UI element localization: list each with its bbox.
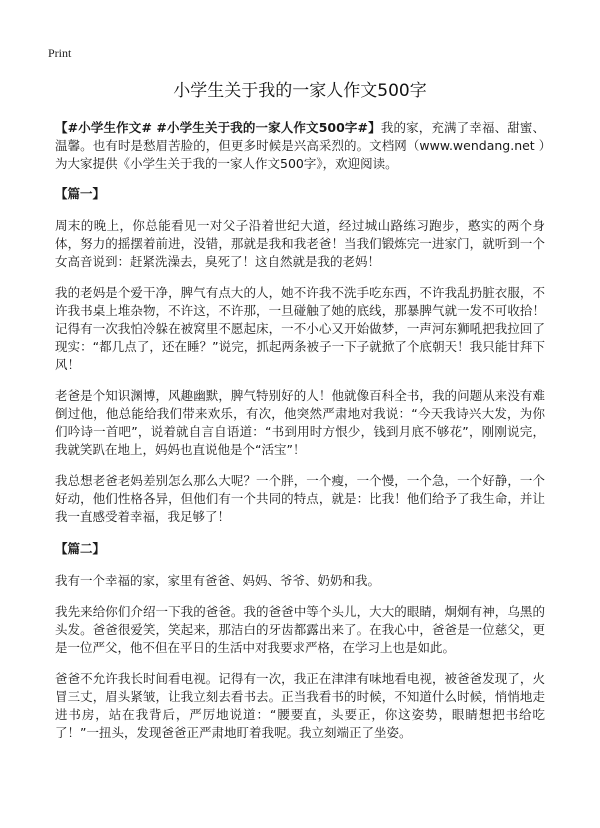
section-heading-1: 【篇一】 <box>55 186 106 201</box>
section-1-paragraph-4: 我总想老爸老妈差别怎么那么大呢？一个胖，一个瘦，一个慢，一个急，一个好静，一个好动，他们性格各异，但他们有一个共同的特点，就是：比我！他们给予了我生命，并让我一直感受着幸福，我足够了！ <box>55 473 545 524</box>
intro-tag: 【#小学生作文# #小学生关于我的一家人作文500字#】 <box>55 120 381 135</box>
section-2-paragraph-3: 爸爸不允许我长时间看电视。记得有一次，我正在津津有味地看电视，被爸爸发现了，火冒三丈，眉头紧皱，让我立刻去看书去。正当我看书的时候，不知道什么时候，悄悄地走进书房，站在我背后，严厉地说道：“腰要直，头要正，你这姿势，眼睛想把书给吃了！”一扭头，发现爸爸正严肃地盯着我呢。我立刻端正了坐姿。 <box>55 671 545 740</box>
section-1-paragraph-3: 老爸是个知识渊博，风趣幽默，脾气特别好的人！他就像百科全书，我的问题从来没有难倒过他，他总能给我们带来欢乐，有次，他突然严肃地对我说：“今天我诗兴大发，为你们吟诗一首吧”，说着就自言自语道：“书到用时方恨少，钱到月底不够花”，刚刚说完，我就笑趴在地上，妈妈也直说他是个“活宝”！ <box>55 388 545 457</box>
intro-paragraph <box>55 119 545 173</box>
print-link[interactable]: Print <box>48 46 72 60</box>
section-1-paragraph-2: 我的老妈是个爱干净，脾气有点大的人，她不许我不洗手吃东西，不许我乱扔脏衣服，不许我书桌上堆杂物，不许这，不许那，一旦碰触了她的底线，那暴脾气就一发不可收拾！记得有一次我怕冷躲在被窝里不愿起床，一不小心又开始做梦，一声河东狮吼把我拉回了现实：“都几点了，还在睡？”说完，抓起两条被子一下子就掀了个底朝天！我只能甘拜下风！ <box>55 285 545 372</box>
page-title: 小学生关于我的一家人作文500字 <box>173 81 427 101</box>
article-body <box>55 119 545 755</box>
section-2-paragraph-1: 我有一个幸福的家，家里有爸爸、妈妈、爷爷、奶奶和我。 <box>55 573 381 588</box>
section-heading-2: 【篇二】 <box>55 541 106 556</box>
section-2-paragraph-2: 我先来给你们介绍一下我的爸爸。我的爸爸中等个头儿，大大的眼睛，炯炯有神，乌黑的头发。爸爸很爱笑，笑起来，那洁白的牙齿都露出来了。在我心中，爸爸是一位慈父，更是一位严父，他不但在平日的生活中对我要求严格，在学习上也是如此。 <box>55 604 545 655</box>
section-1-paragraph-1: 周末的晚上，你总能看见一对父子沿着世纪大道，经过城山路练习跑步，憨实的两个身体，努力的摇摆着前进，没错，那就是我和我老爸！当我们锻炼完一进家门，就听到一个女高音说到：赶紧洗澡去，臭死了！这自然就是我的老妈！ <box>55 218 545 269</box>
intro-text: 我的家，充满了幸福、甜蜜、温馨。也有时是愁眉苦脸的，但更多时候是兴高采烈的。文档网（www.wendang.net ）为大家提供《小学生关于我的一家人作文500字》，欢迎阅读。 <box>55 120 545 171</box>
